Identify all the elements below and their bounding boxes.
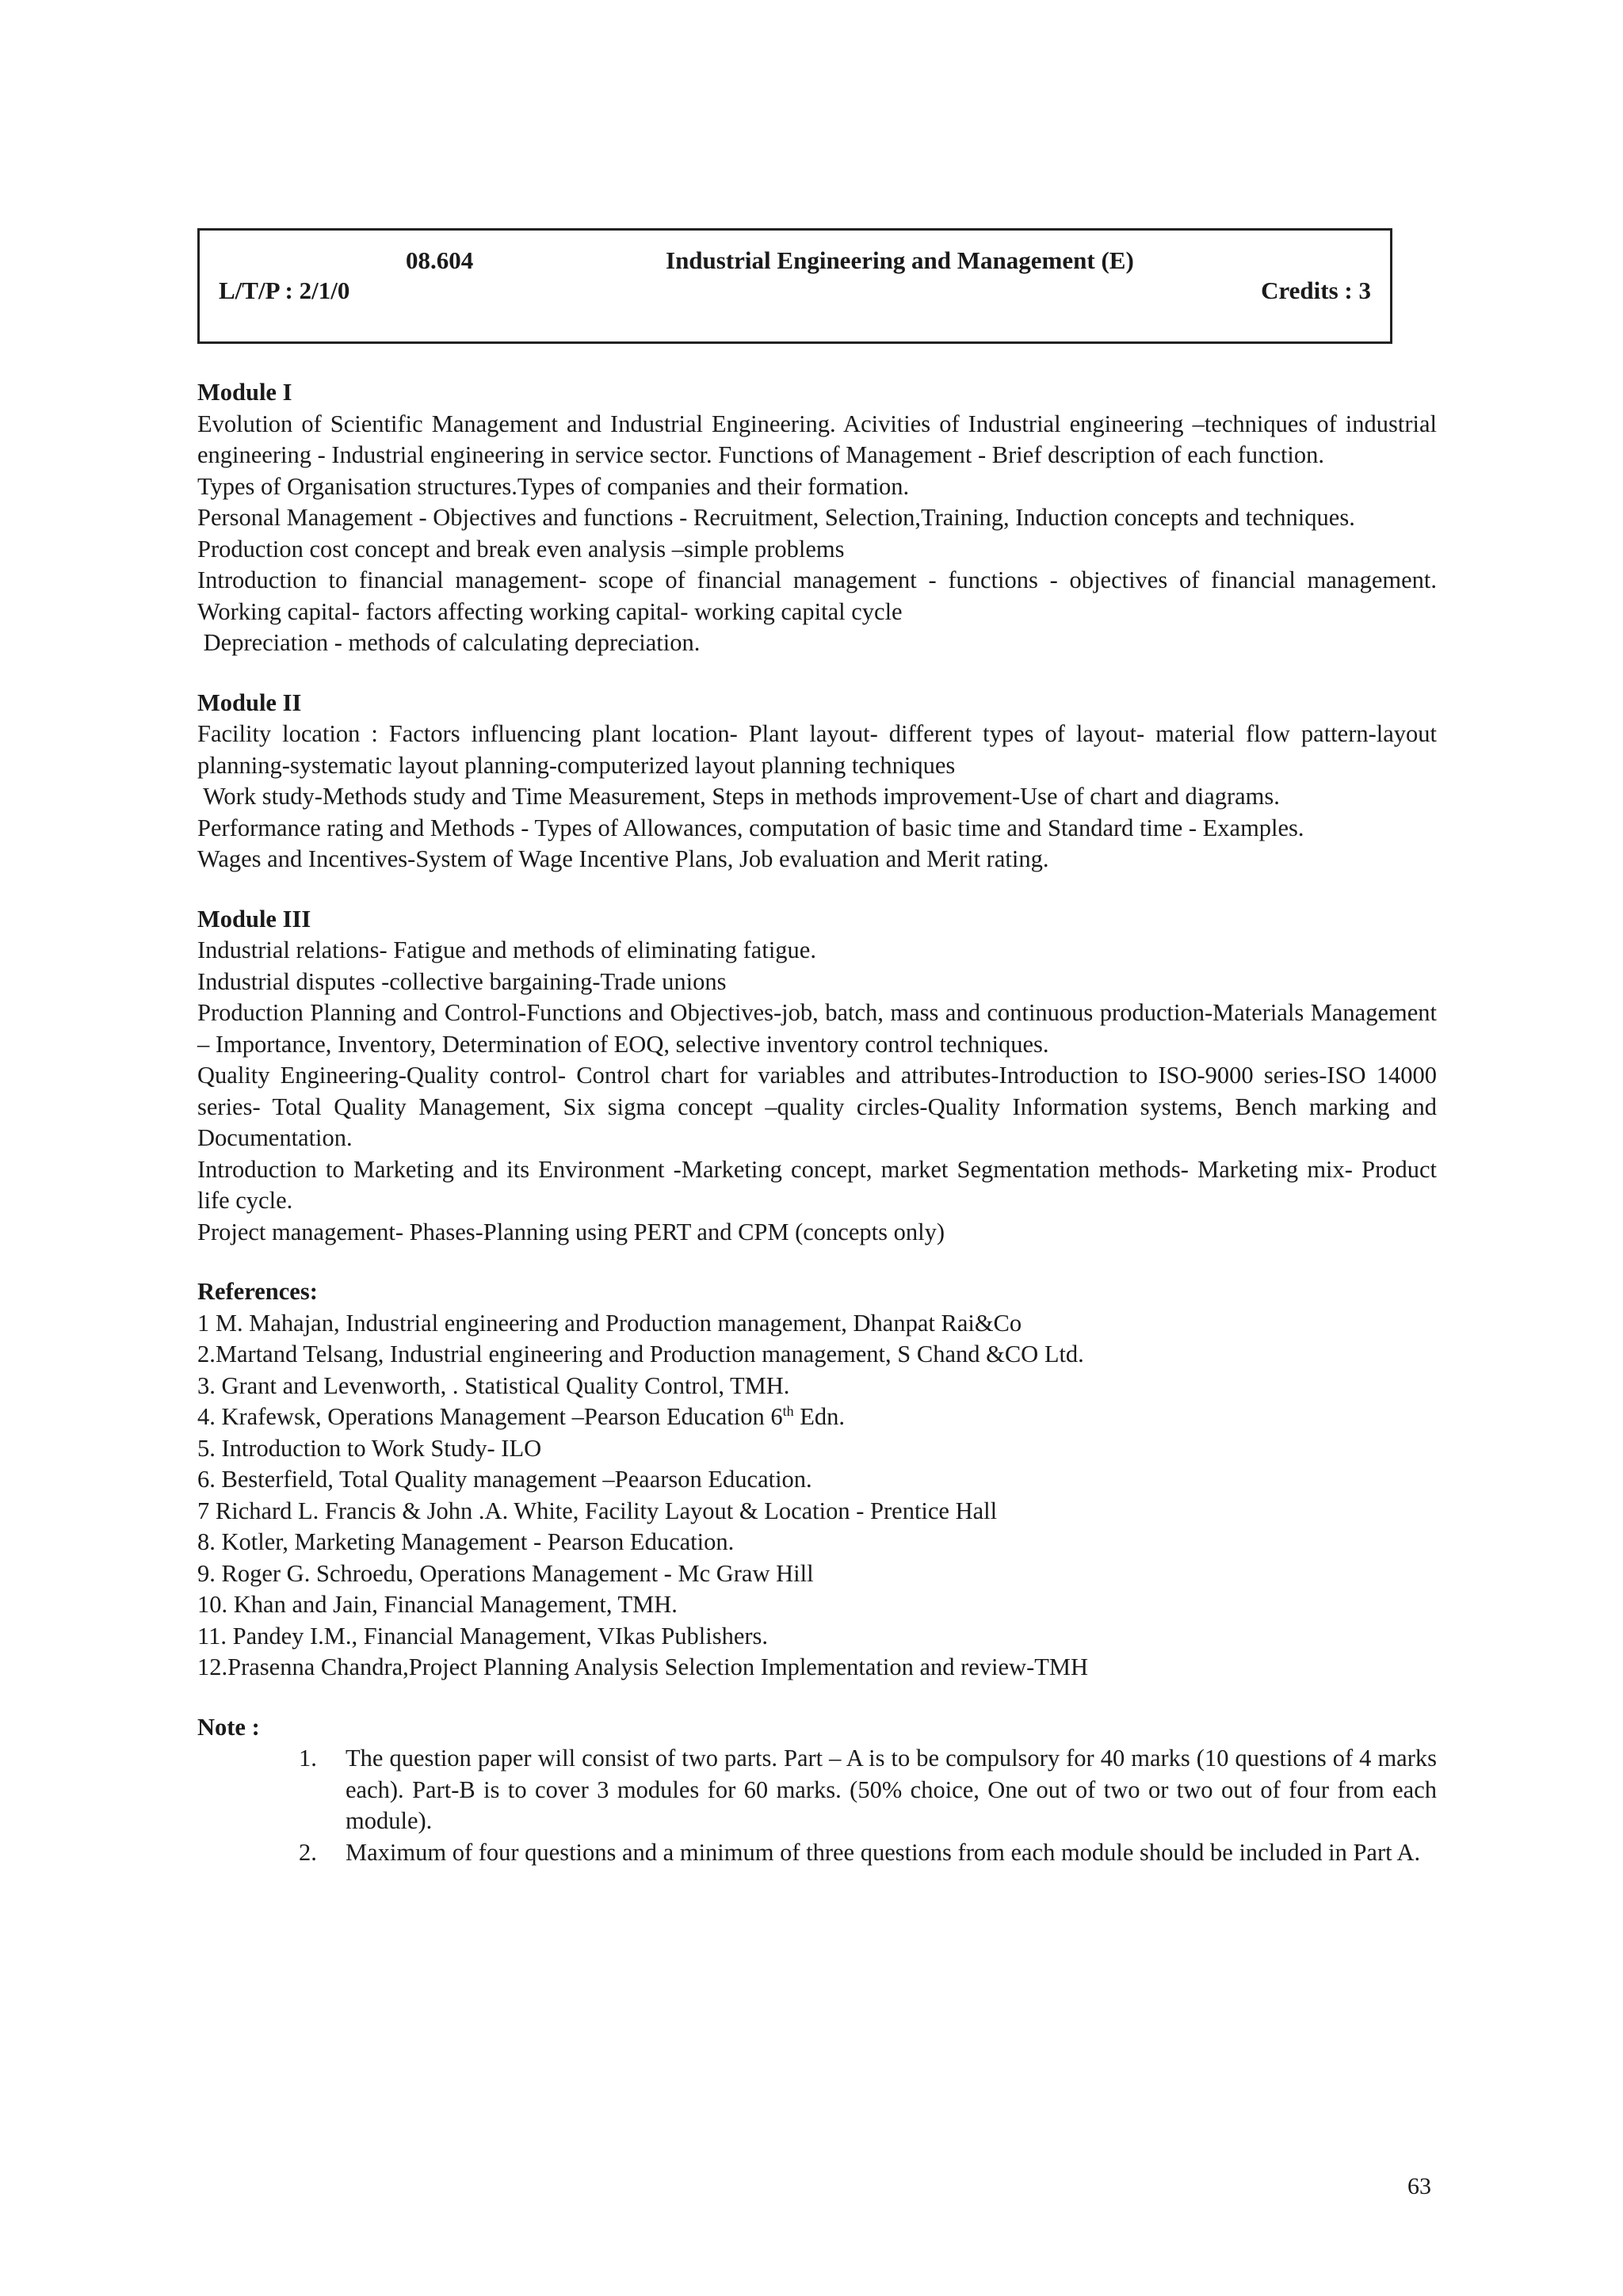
module-1-heading: Module I [197, 379, 292, 406]
note-number: 2. [299, 1838, 317, 1866]
module-3-line: Project management- Phases-Planning using PERT and CPM (concepts only) [197, 1218, 945, 1245]
spacer [197, 1684, 1437, 1712]
module-2-line: Wages and Incentives-System of Wage Incentive Plans, Job evaluation and Merit rating. [197, 845, 1049, 872]
module-1-line: Introduction to financial management- scope of financial management - functions - objectives of financial management. Working capital- factors affecting working capital- working capital cycle [197, 566, 1437, 625]
spacer [197, 1248, 1437, 1276]
reference-item: 1 M. Mahajan, Industrial engineering and Production management, Dhanpat Rai&Co [197, 1309, 1022, 1337]
note-item [197, 1743, 1437, 1837]
note-text: Maximum of four questions and a minimum of three questions from each module should be included in Part A. [346, 1838, 1421, 1866]
note-heading: Note : [197, 1713, 260, 1741]
module-2-line: Facility location : Factors influencing plant location- Plant layout- different types of layout- material flow pattern-layout planning-systematic layout planning-computerized layout planning techniques [197, 720, 1437, 779]
module-1-line: Types of Organisation structures.Types of companies and their formation. [197, 472, 910, 500]
reference-item: 3. Grant and Levenworth, . Statistical Quality Control, TMH. [197, 1371, 790, 1399]
module-2-line: Performance rating and Methods - Types of Allowances, computation of basic time and Standard time - Examples. [197, 814, 1304, 841]
reference-item: 8. Kotler, Marketing Management - Pearson Education. [197, 1528, 735, 1555]
ltp-hours: L/T/P : 2/1/0 [219, 277, 350, 304]
module-3-heading: Module III [197, 905, 311, 933]
module-3-line: Production Planning and Control-Functions and Objectives-job, batch, mass and continuous production-Materials Management – Importance, Inventory, Determination of EOQ, selective inventory control techniques. [197, 999, 1437, 1058]
reference-4-edition: Edn. [793, 1403, 845, 1430]
module-1-line: Depreciation - methods of calculating depreciation. [197, 629, 701, 656]
reference-item [197, 1402, 1437, 1433]
module-2-line: Work study-Methods study and Time Measurement, Steps in methods improvement-Use of chart and diagrams. [197, 783, 1280, 810]
course-header-box [197, 228, 1392, 344]
references-heading: References: [197, 1278, 318, 1305]
reference-item: 10. Khan and Jain, Financial Management, TMH. [197, 1591, 678, 1618]
reference-item: 5. Introduction to Work Study- ILO [197, 1434, 542, 1462]
module-3-line: Industrial disputes -collective bargaining-Trade unions [197, 967, 727, 995]
module-3-line: Quality Engineering-Quality control- Control chart for variables and attributes-Introduction to ISO-9000 series-ISO 14000 series- Total Quality Management, Six sigma concept –quality circles-Quality Information systems, Bench marking and Documentation. [197, 1062, 1437, 1151]
note-item [197, 1837, 1437, 1869]
module-2-heading: Module II [197, 688, 302, 716]
spacer [197, 875, 1437, 904]
ordinal-suffix: th [782, 1402, 794, 1419]
course-code: 08.604 [406, 246, 474, 274]
reference-item: 2.Martand Telsang, Industrial engineering and Production management, S Chand &CO Ltd. [197, 1341, 1084, 1367]
module-1-line: Personal Management - Objectives and functions - Recruitment, Selection,Training, Induction concepts and techniques. [197, 504, 1355, 531]
spacer [197, 659, 1437, 688]
reference-item: 6. Besterfield, Total Quality management –Peaarson Education. [197, 1466, 812, 1493]
module-1-line: Evolution of Scientific Management and Industrial Engineering. Acivities of Industrial engineering –techniques of industrial engineering - Industrial engineering in service sector. Functions of Management - Brief description of each function. [197, 410, 1437, 468]
course-title: Industrial Engineering and Management (E) [666, 246, 1134, 274]
page-number: 63 [1407, 2173, 1431, 2199]
module-3-line: Introduction to Marketing and its Environment -Marketing concept, market Segmentation methods- Marketing mix- Product life cycle. [197, 1155, 1437, 1214]
reference-item: 12.Prasenna Chandra,Project Planning Analysis Selection Implementation and review-TMH [197, 1653, 1089, 1680]
module-3-line: Industrial relations- Fatigue and methods of eliminating fatigue. [197, 936, 816, 963]
credits: Credits : 3 [1261, 277, 1371, 304]
reference-item: 11. Pandey I.M., Financial Management, VIkas Publishers. [197, 1622, 769, 1650]
note-text: The question paper will consist of two parts. Part – A is to be compulsory for 40 marks (10 questions of 4 marks each). Part-B is to cover 3 modules for 60 marks. (50% choice, One out of two or two out of four from each module). [346, 1745, 1437, 1834]
note-list [197, 1743, 1437, 1868]
reference-item: 9. Roger G. Schroedu, Operations Management - Mc Graw Hill [197, 1559, 814, 1587]
module-1-line: Production cost concept and break even analysis –simple problems [197, 535, 845, 563]
reference-4-text: 4. Krafewsk, Operations Management –Pearson Education 6 [197, 1403, 783, 1430]
note-number: 1. [299, 1745, 317, 1772]
reference-item: 7 Richard L. Francis & John .A. White, Facility Layout & Location - Prentice Hall [197, 1497, 998, 1524]
syllabus-content [197, 377, 1437, 1868]
